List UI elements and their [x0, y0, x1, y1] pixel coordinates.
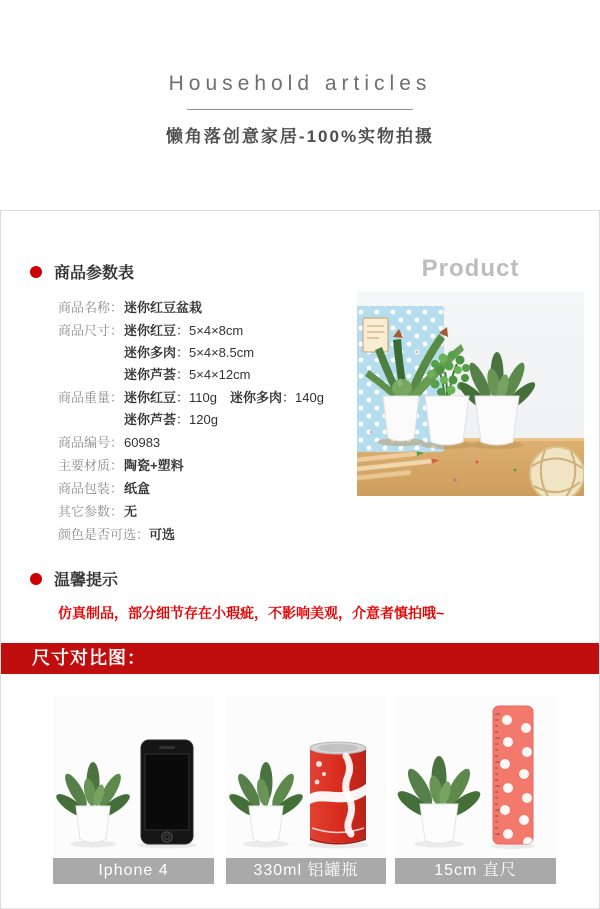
comparison-photo-can	[226, 696, 386, 858]
params-section-header	[30, 260, 134, 283]
param-row	[58, 524, 358, 546]
succulent-pot	[395, 756, 484, 844]
param-label: 其它参数：	[58, 504, 124, 519]
iphone	[141, 740, 193, 844]
param-row	[58, 455, 358, 477]
white-pots	[383, 396, 519, 445]
param-label: 主要材质：	[58, 458, 124, 473]
param-label: 商品尺寸：	[58, 323, 124, 338]
params-section-title: 商品参数表	[54, 265, 135, 282]
param-value: 纸盒	[124, 481, 151, 496]
param-row	[58, 297, 358, 319]
product-photo	[357, 292, 584, 496]
product-watermark: Product	[421, 255, 520, 282]
param-row	[58, 320, 358, 386]
cola-can	[310, 742, 366, 845]
notice-text: 仿真制品，部分细节存在小瑕疵，不影响美观，介意者慎拍哦~	[58, 605, 445, 621]
succulent-pot	[226, 762, 306, 843]
param-row	[58, 478, 358, 500]
param-value: 可选	[149, 527, 176, 542]
red-dot-icon	[30, 266, 42, 278]
comparison-card-can	[226, 696, 386, 884]
brand-title: Household articles	[168, 72, 432, 95]
comparison-label-iphone: Iphone 4	[53, 858, 214, 884]
brand-header	[0, 72, 600, 147]
comparison-photo-iphone	[53, 696, 214, 858]
param-value: 迷你红豆盆栽	[124, 300, 203, 315]
param-label: 颜色是否可选：	[58, 527, 150, 542]
param-label: 商品重量：	[58, 390, 124, 405]
param-row	[58, 432, 358, 454]
param-label: 商品编号：	[58, 435, 124, 450]
polka-dot-ruler	[493, 706, 533, 847]
notice-section-header	[30, 567, 118, 590]
size-comparison-banner: 尺寸对比图：	[1, 643, 599, 674]
potted-plants-photo-illustration	[357, 292, 584, 496]
param-value: 迷你红豆：110g 迷你多肉：140g 迷你芦荟：120g	[124, 390, 324, 427]
param-row	[58, 387, 358, 431]
header-divider	[187, 109, 413, 110]
comparison-label-can: 330ml 铝罐瓶	[226, 858, 386, 884]
comparison-label-ruler: 15cm 直尺	[395, 858, 556, 884]
param-value: 60983	[124, 435, 161, 450]
red-dot-icon	[30, 573, 42, 585]
params-table	[58, 297, 358, 547]
param-label: 商品名称：	[58, 300, 124, 315]
product-detail-panel	[0, 210, 600, 909]
comparison-card-iphone	[53, 696, 214, 884]
comparison-photo-ruler	[395, 696, 556, 858]
param-row	[58, 501, 358, 523]
succulent-pot	[53, 762, 133, 843]
notice-section-title: 温馨提示	[54, 572, 119, 589]
brand-subtitle: 懒角落创意家居-100%实物拍摄	[165, 127, 435, 146]
size-comparison-row	[1, 696, 599, 884]
param-label: 商品包装：	[58, 481, 124, 496]
param-value: 无	[124, 504, 138, 519]
param-value: 迷你红豆：5×4×8cm 迷你多肉：5×4×8.5cm 迷你芦荟：5×4×12cm	[124, 323, 255, 382]
rattan-ball	[530, 447, 584, 496]
param-value: 陶瓷+塑料	[124, 458, 184, 473]
comparison-card-ruler	[395, 696, 556, 884]
